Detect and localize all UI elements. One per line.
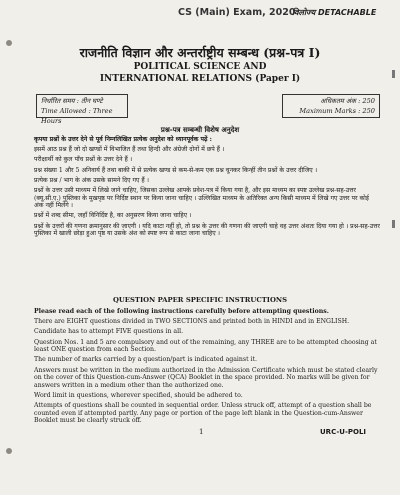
paper-title-line1: POLITICAL SCIENCE AND (133, 62, 267, 72)
hindi-instructions-heading: प्रश्न-पत्र सम्बन्धी विशेष अनुदेश (160, 125, 240, 134)
hindi-instruction: प्रत्येक प्रश्न / भाग के अंक उसके सामने दिए गए हैं । (34, 176, 150, 184)
time-box (36, 94, 128, 125)
hindi-instruction: परीक्षार्थी को कुल पाँच प्रश्नों के उत्तर देने हैं । (34, 156, 133, 164)
time-hindi: निर्धारित समय : तीन घण्टे (41, 97, 103, 105)
english-instruction: Attempts of questions shall be counted in sequential order. Unless struck off, attempt of a question shall be counted even if attempted partly. Any page or portion of the page left blank in the Question-cum-Answer Booklet must be clearly struck off. (34, 402, 372, 425)
marks-box (282, 94, 380, 118)
english-instruction: Please read each of the following instructions carefully before attempting questions. (34, 308, 329, 315)
exam-label: CS (Main) Exam, 2020 (178, 7, 296, 18)
hindi-instruction: प्रश्नों में शब्द सीमा, जहाँ विनिर्दिष्ट है, का अनुसरण किया जाना चाहिए । (34, 212, 192, 220)
hindi-instruction: प्रश्न संख्या 1 और 5 अनिवार्य हैं तथा बाकी में से प्रत्येक खण्ड से कम-से-कम एक प्रश्न चुनकर किन्हीं तीन प्रश्नों के उत्तर दीजिए । (34, 166, 318, 174)
punch-hole (6, 448, 12, 454)
english-instructions-heading: QUESTION PAPER SPECIFIC INSTRUCTIONS (112, 296, 288, 304)
detachable-label: विलोज्य DETACHABLE (292, 8, 377, 17)
hindi-instruction: इसमें आठ प्रश्न हैं जो दो खण्डों में विभाजित हैं तथा हिन्दी और अंग्रेजी दोनों में छपे हैं । (34, 146, 225, 154)
english-instruction: There are EIGHT questions divided in TWO SECTIONS and printed both in HINDI and in ENGLISH. (34, 318, 350, 326)
margin-mark (392, 220, 395, 228)
marks-english: Maximum Marks : 250 (299, 107, 375, 115)
english-instruction: Candidate has to attempt FIVE questions in all. (34, 328, 184, 336)
hindi-instruction: कृपया प्रश्नों के उत्तर देने से पूर्व निम्नलिखित प्रत्येक अनुदेश को ध्यानपूर्वक पढ़ें : (34, 136, 212, 143)
paper-title-hindi: राजनीति विज्ञान और अन्तर्राष्ट्रीय सम्बन्ध (प्रश्न-पत्र I) (79, 45, 321, 60)
hindi-instructions (34, 136, 380, 240)
english-instruction: The number of marks carried by a question/part is indicated against it. (34, 356, 257, 364)
paper-title-english (0, 62, 400, 85)
paper-code: URC-U-POLI (320, 428, 367, 436)
page-header (0, 5, 400, 19)
hindi-instruction: प्रश्नों के उत्तरों की गणना क्रमानुसार की जाएगी । यदि काटा नहीं हो, तो प्रश्न के उत्तर की गणना की जाएगी चाहे वह उत्तर अंशतः दिया गया हो । प्रश्न-सह-उत्तर पुस्तिका में खाली छोड़ा हुआ पृष्ठ या उसके अंश को स्पष्ट रूप से काटा जाना चाहिए । (34, 222, 380, 238)
english-instructions (34, 308, 380, 427)
paper-title-line2: INTERNATIONAL RELATIONS (Paper I) (99, 73, 301, 84)
english-instruction: Question Nos. 1 and 5 are compulsory and out of the remaining, any THREE are to be attempted choosing at least ONE question from each Section. (34, 338, 377, 354)
page-number: 1 (199, 428, 204, 436)
english-instruction: Answers must be written in the medium authorized in the Admission Certificate which must be stated clearly on the cover of this Question-cum-Answer (QCA) Booklet in the space provided. No marks will be given for answers written in a medium other than the authorized one. (34, 366, 378, 389)
marks-hindi: अधिकतम अंक : 250 (320, 97, 375, 105)
hindi-instruction: प्रश्नों के उत्तर उसी माध्यम में लिखे जाने चाहिए, जिसका उल्लेख आपके प्रवेश-पत्र में किया गया है, और इस माध्यम का स्पष्ट उल्लेख प्रश्न-सह-उत्तर (क्यू.सी.ए.) पुस्तिका के मुखपृष्ठ पर निर्दिष्ट स्थान पर किया जाना चाहिए । उल्लिखित माध्यम के अतिरिक्त अन्य किसी माध्यम में लिखे गए उत्तर पर कोई अंक नहीं मिलेंगे । (34, 186, 369, 210)
time-english: Time Allowed : Three Hours (41, 107, 113, 125)
english-instruction: Word limit in questions, wherever specified, should be adhered to. (34, 391, 243, 399)
